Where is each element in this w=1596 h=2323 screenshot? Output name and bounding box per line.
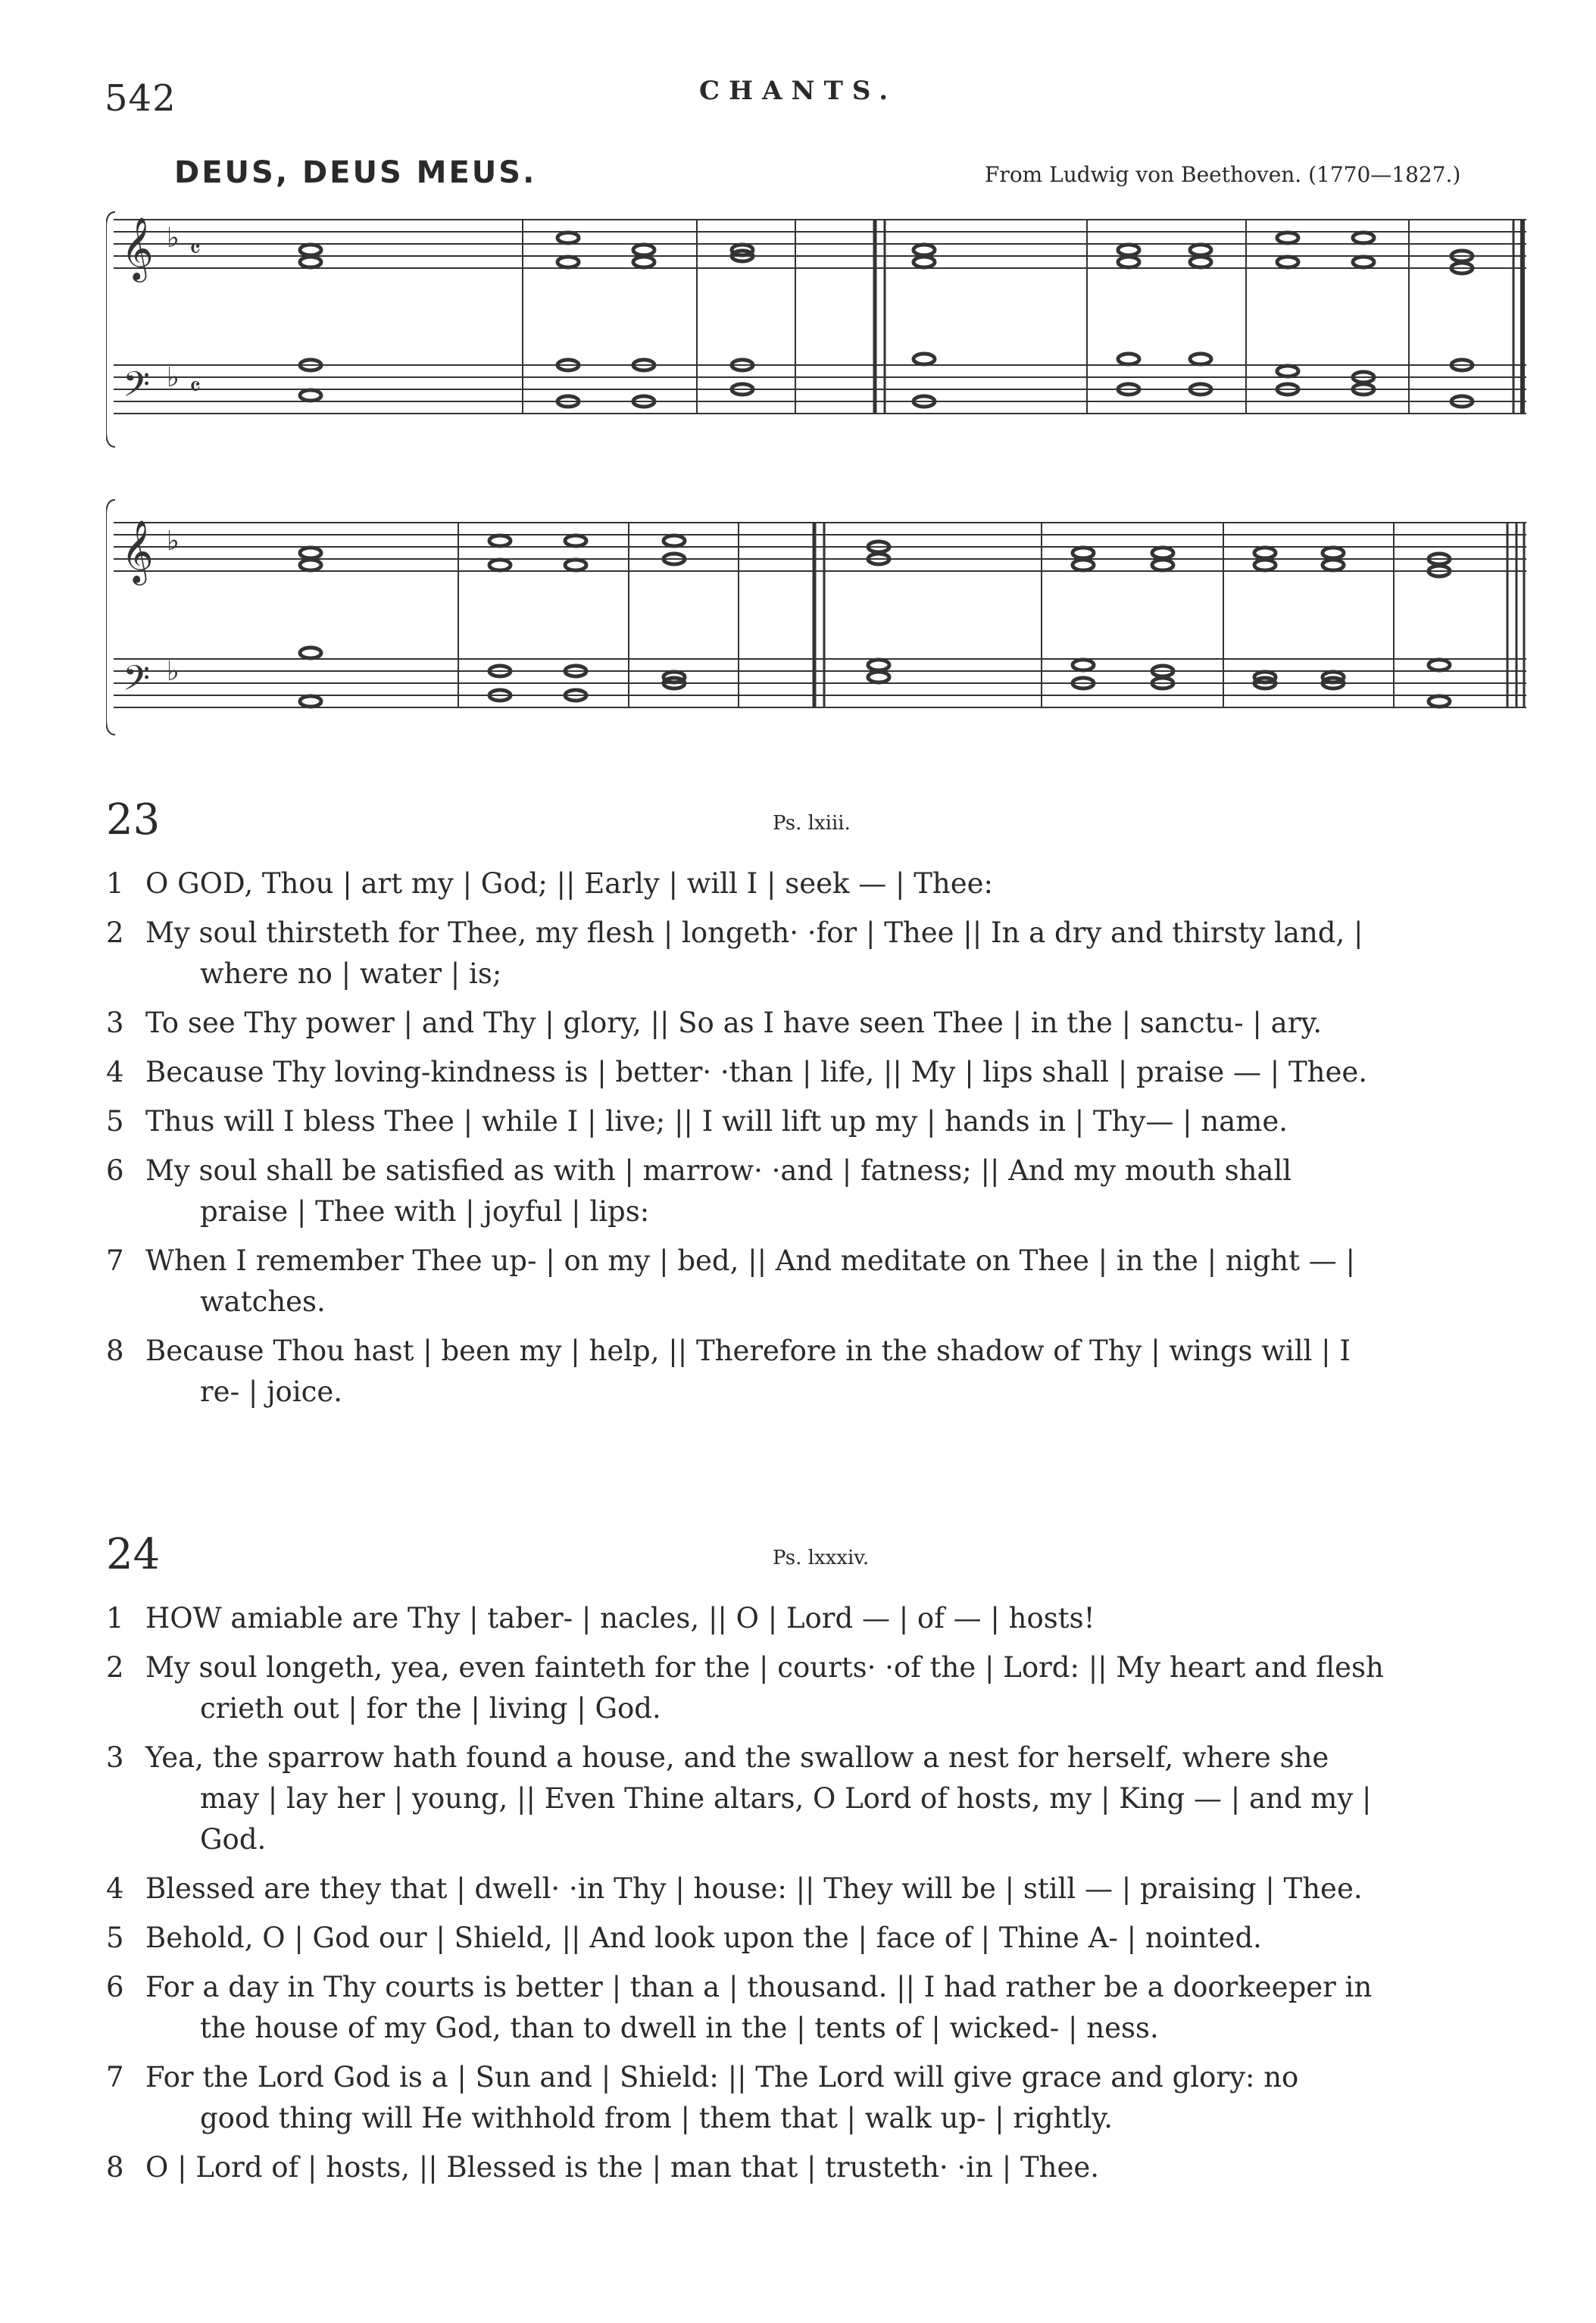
verse-line: Blessed are they that | dwell· ·in Thy | house: || They will be | still — | praising | Thee.	[145, 1872, 1363, 1905]
verse-line: My soul shall be satisfied as with | marrow· ·and | fatness; || And my mouth shall	[145, 1154, 1292, 1187]
page-number: 542	[105, 77, 176, 120]
verse-number: 7	[106, 1244, 124, 1277]
psalm-reference: Ps. lxiii.	[773, 812, 851, 835]
psalm-number: 24	[106, 1530, 161, 1579]
verse	[106, 913, 1538, 994]
verse	[106, 1738, 1538, 1860]
verse-number: 5	[106, 1105, 124, 1138]
verse-line: watches.	[200, 1285, 326, 1318]
verse-line: When I remember Thee up- | on my | bed, || And meditate on Thee | in the | night — |	[145, 1244, 1355, 1277]
verse-number: 4	[106, 1056, 124, 1088]
svg-text:𝄞: 𝄞	[121, 216, 154, 279]
svg-text:♭: ♭	[167, 362, 180, 393]
svg-text:𝄢: 𝄢	[123, 658, 151, 707]
svg-text:♭: ♭	[167, 656, 180, 687]
music-system-1	[106, 205, 1530, 462]
verse-line: re- | joice.	[200, 1375, 343, 1408]
svg-text:𝄴: 𝄴	[189, 372, 201, 402]
verse-line: For a day in Thy courts is better | than a | thousand. || I had rather be a doorkeeper in	[145, 1971, 1373, 2003]
verse	[106, 1598, 1538, 1639]
verse	[106, 1052, 1538, 1093]
verse-line: My soul thirsteth for Thee, my flesh | longeth· ·for | Thee || In a dry and thirsty land, |	[145, 916, 1363, 949]
verse-number: 3	[106, 1741, 124, 1774]
svg-text:𝄢: 𝄢	[123, 364, 151, 414]
verse-line: To see Thy power | and Thy | glory, || So as I have seen Thee | in the | sanctu- | ary.	[145, 1007, 1323, 1039]
verse-line: may | lay her | young, || Even Thine altars, O Lord of hosts, my | King — | and my |	[200, 1782, 1372, 1815]
verse	[106, 2147, 1538, 2188]
verse-line: O GOD, Thou | art my | God; || Early | will I | seek — | Thee:	[145, 867, 993, 900]
verse-number: 8	[106, 1335, 124, 1367]
verse-line: the house of my God, than to dwell in the | tents of | wicked- | ness.	[200, 2012, 1159, 2044]
music-notation	[106, 205, 1530, 462]
svg-text:♭: ♭	[167, 526, 180, 557]
verse	[106, 1331, 1538, 1413]
verse-line: God.	[200, 1823, 267, 1856]
verse-number: 5	[106, 1922, 124, 1954]
verse	[106, 863, 1538, 904]
verse-line: O | Lord of | hosts, || Blessed is the | man that | trusteth· ·in | Thee.	[145, 2151, 1100, 2184]
verse-list	[106, 1598, 1538, 2197]
verse-line: praise | Thee with | joyful | lips:	[200, 1195, 650, 1228]
verse	[106, 1003, 1538, 1044]
verse-line: Because Thy loving-kindness is | better· ·than | life, || My | lips shall | praise — | Thee.	[145, 1056, 1368, 1088]
verse-line: crieth out | for the | living | God.	[200, 1692, 661, 1725]
verse-line: For the Lord God is a | Sun and | Shield: || The Lord will give grace and glory: no	[145, 2061, 1299, 2094]
verse-number: 6	[106, 1154, 124, 1187]
verse-line: Thus will I bless Thee | while I | live; || I will lift up my | hands in | Thy— | name.	[145, 1105, 1288, 1138]
verse-number: 2	[106, 1651, 124, 1684]
verse-line: Because Thou hast | been my | help, || Therefore in the shadow of Thy | wings will | I	[145, 1335, 1351, 1367]
verse	[106, 1101, 1538, 1142]
svg-text:𝄴: 𝄴	[189, 234, 201, 264]
verse-line: where no | water | is;	[200, 957, 502, 990]
verse-line: Yea, the sparrow hath found a house, and the swallow a nest for herself, where she	[145, 1741, 1329, 1774]
verse-line: My soul longeth, yea, even fainteth for the | courts· ·of the | Lord: || My heart and flesh	[145, 1651, 1384, 1684]
verse	[106, 1869, 1538, 1909]
svg-text:𝄞: 𝄞	[121, 519, 154, 582]
svg-text:♭: ♭	[167, 223, 180, 254]
verse-number: 2	[106, 916, 124, 949]
verse-line: HOW amiable are Thy | taber- | nacles, || O | Lord — | of — | hosts!	[145, 1602, 1095, 1635]
psalm-number: 23	[106, 795, 161, 845]
verse	[106, 1918, 1538, 1959]
music-notation	[106, 492, 1530, 750]
verse	[106, 1967, 1538, 2049]
verse-line: good thing will He withhold from | them that | walk up- | rightly.	[200, 2102, 1113, 2134]
verse	[106, 1241, 1538, 1322]
music-system-2	[106, 492, 1530, 750]
verse-line: Behold, O | God our | Shield, || And look upon the | face of | Thine A- | nointed.	[145, 1922, 1262, 1954]
psalm-reference: Ps. lxxxiv.	[773, 1547, 870, 1569]
verse-number: 1	[106, 867, 124, 900]
verse-number: 8	[106, 2151, 124, 2184]
verse-number: 3	[106, 1007, 124, 1039]
verse	[106, 2057, 1538, 2139]
verse-number: 4	[106, 1872, 124, 1905]
running-head: CHANTS.	[698, 76, 898, 106]
verse-number: 7	[106, 2061, 124, 2094]
chant-title: DEUS, DEUS MEUS.	[174, 155, 537, 190]
verse	[106, 1647, 1538, 1729]
verse	[106, 1151, 1538, 1232]
composer-attribution: From Ludwig von Beethoven. (1770—1827.)	[985, 162, 1461, 187]
verse-number: 1	[106, 1602, 124, 1635]
verse-number: 6	[106, 1971, 124, 2003]
verse-list	[106, 863, 1538, 1421]
